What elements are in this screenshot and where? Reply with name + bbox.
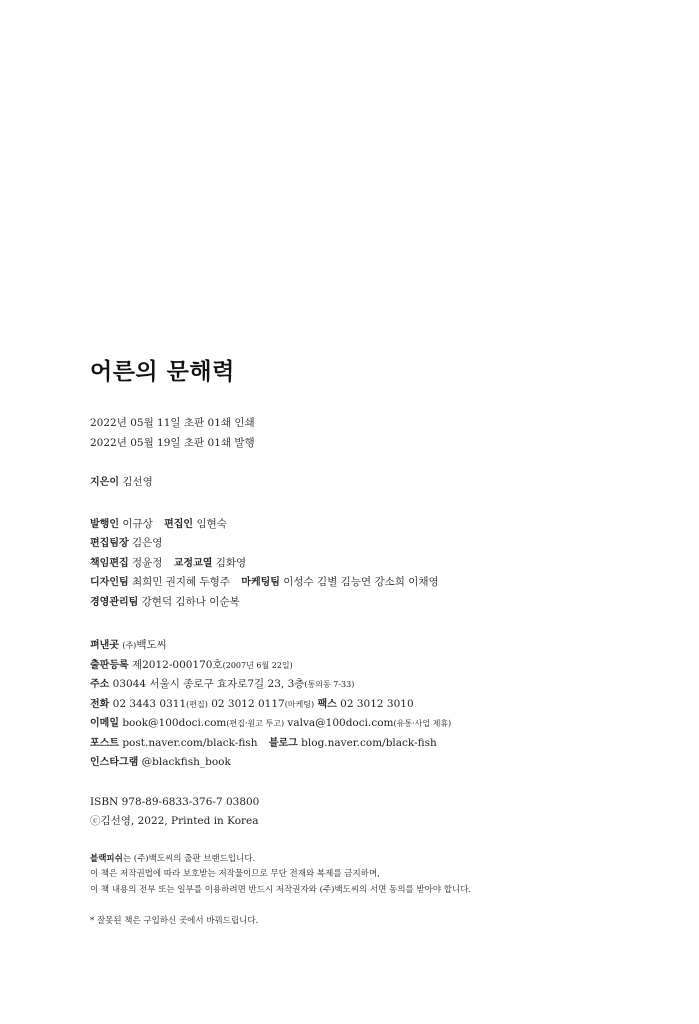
notice-brand-rest: 는 (주)백도씨의 출판 브랜드입니다.	[122, 853, 256, 864]
staff-design-marketing-line	[90, 573, 670, 593]
proof-name: 김화영	[215, 556, 247, 569]
publisher-house-line	[90, 636, 670, 656]
edition-first-print: 2022년 05월 11일 초판 01쇄 인쇄	[90, 417, 255, 429]
phone-label: 전화	[90, 698, 110, 710]
blog-url: blog.naver.com/black-fish	[301, 736, 437, 749]
address-label: 주소	[90, 679, 110, 690]
management-label: 경영관리팀	[90, 596, 139, 608]
publisher-name: 이규상	[122, 517, 153, 530]
author-line	[90, 473, 670, 493]
fax-label: 팩스	[317, 698, 337, 710]
email-line	[90, 714, 670, 734]
address-value: 03044 서울시 종로구 효자로7길 23, 3층	[112, 678, 305, 690]
email-business: valva@100doci.com	[287, 717, 394, 729]
house-suffix: (주)	[122, 641, 137, 650]
phone-edit-note: (편집)	[186, 699, 208, 709]
email-label: 이메일	[90, 718, 119, 729]
editor-name: 임현숙	[196, 517, 227, 530]
fax-value: 02 3012 3010	[340, 697, 414, 710]
notice-permission-line: 이 책 내용의 전부 또는 일부를 이용하려면 반드시 저작권자와 (주)백도씨의 서면 동의를 받아야 합니다.	[90, 884, 472, 895]
team-lead-name: 김은영	[131, 537, 163, 549]
design-names: 최희민 권지혜 두형주	[131, 576, 230, 588]
colophon	[90, 357, 670, 930]
instagram-handle: @blackfish_book	[141, 756, 231, 768]
staff-chief-editor-line	[90, 554, 670, 574]
chief-editor-name: 정윤정	[131, 556, 163, 569]
management-names: 강현덕 김하나 이순복	[141, 595, 240, 608]
staff-team-lead-line	[90, 534, 670, 554]
proof-label: 교정교열	[173, 557, 213, 569]
staff-management-line	[90, 593, 670, 613]
chief-editor-label: 책임편집	[90, 557, 129, 569]
author-name: 김선영	[122, 476, 153, 488]
post-blog-line	[90, 734, 670, 754]
phone-marketing: 02 3012 0117	[211, 697, 285, 710]
registration-date: (2007년 6월 22일)	[222, 660, 293, 670]
email-editorial-note: (편집·원고 투고)	[226, 719, 285, 728]
author-label: 지은이	[90, 477, 119, 488]
notice-brand-line	[90, 852, 670, 868]
design-label: 디자인팀	[90, 577, 129, 588]
marketing-label: 마케팅팀	[241, 577, 280, 588]
house-label: 펴낸곳	[90, 640, 119, 651]
footnote-exchange: * 잘못된 책은 구입하신 곳에서 바꿔드립니다.	[90, 916, 259, 926]
post-url: post.naver.com/black-fish	[122, 736, 258, 749]
house-name: 백도씨	[136, 639, 167, 651]
phone-edit: 02 3443 0311	[112, 697, 187, 710]
blog-label: 블로그	[268, 737, 298, 749]
email-editorial: book@100doci.com	[122, 717, 227, 729]
copyright-line: ⓒ김선영, 2022, Printed in Korea	[90, 815, 259, 827]
email-business-note: (유통·사업 제휴)	[393, 719, 452, 728]
instagram-label: 인스타그램	[90, 757, 139, 768]
registration-line	[90, 656, 670, 676]
notice-brand: 블랙피쉬	[90, 853, 123, 864]
team-lead-label: 편집팀장	[90, 538, 129, 549]
editor-label: 편집인	[164, 518, 194, 530]
registration-label: 출판등록	[90, 659, 129, 671]
marketing-names: 이성수 김별 김능연 강소희 이채영	[283, 576, 439, 588]
phone-line	[90, 695, 670, 715]
book-title: 어른의 문해력	[90, 359, 235, 385]
publisher-label: 발행인	[90, 518, 119, 530]
post-label: 포스트	[90, 737, 119, 749]
address-extra: (통의동 7-33)	[304, 680, 355, 689]
instagram-line	[90, 753, 670, 773]
edition-first-publish: 2022년 05월 19일 초판 01쇄 발행	[90, 436, 255, 449]
address-line	[90, 675, 670, 695]
notice-copyright-line: 이 책은 저작권법에 따라 보호받는 저작물이므로 무단 전재와 복제를 금지하며,	[90, 869, 380, 879]
phone-marketing-note: (마케팅)	[284, 699, 315, 709]
registration-number: 제2012-000170호	[131, 658, 223, 671]
staff-publisher-line	[90, 515, 670, 535]
isbn-line: ISBN 978-89-6833-376-7 03800	[90, 795, 260, 808]
